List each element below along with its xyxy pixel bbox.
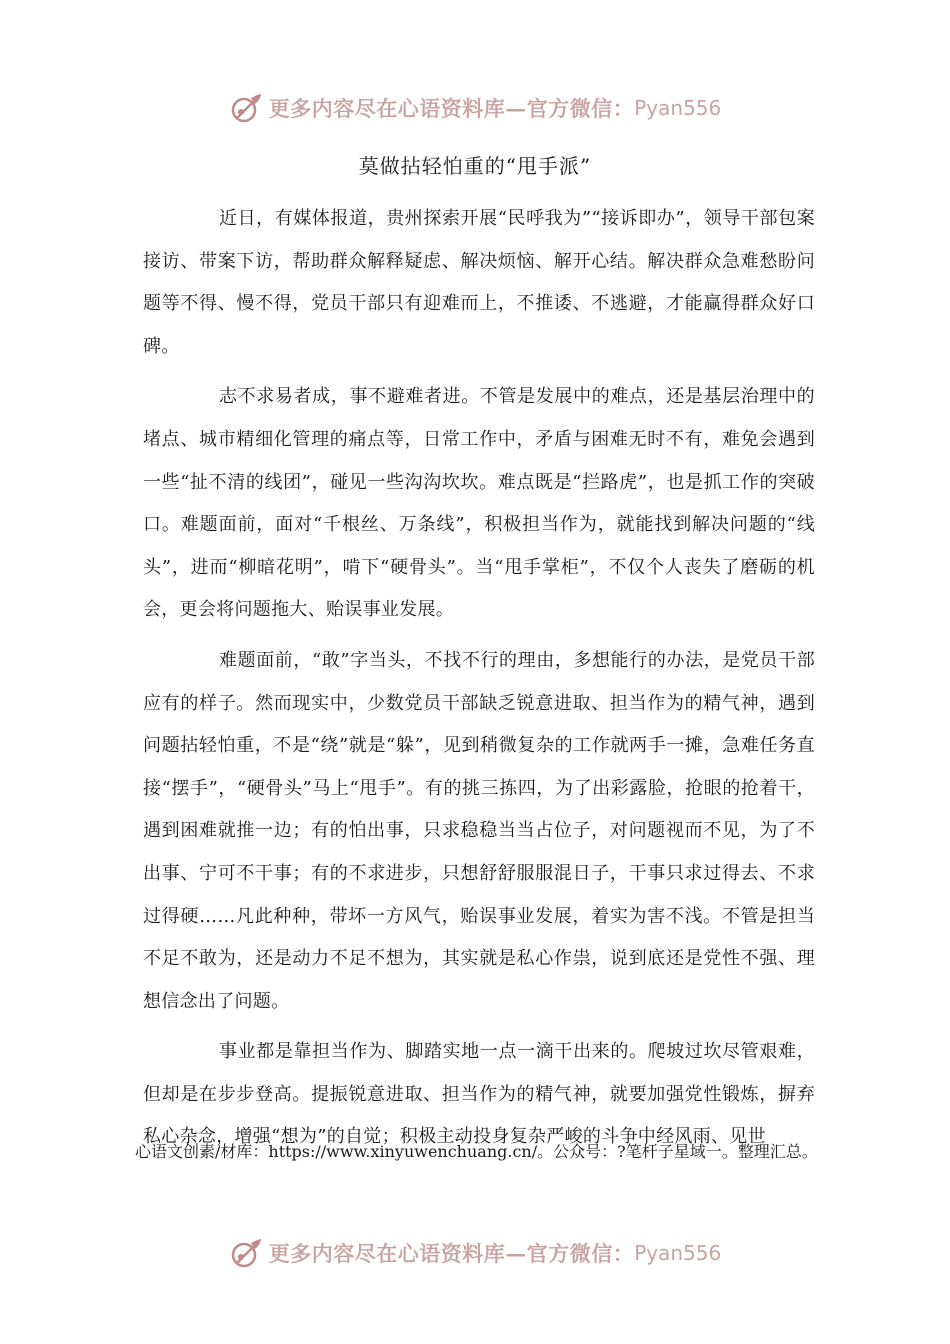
footer-banner [0, 1231, 950, 1275]
banner-wechat-id: Pyan556 [634, 1241, 722, 1265]
banner-text: 更多内容尽在心语资料库—官方微信： [268, 96, 635, 121]
banner-text: 更多内容尽在心语资料库—官方微信： [268, 1241, 635, 1266]
paragraph-4: 事业都是靠担当作为、脚踏实地一点一滴干出来的。爬坡过坎尽管艰难，但却是在步步登高。提振锐意进取、担当作为的精气神，就要加强党性锻炼，摒弃私心杂念，增强“想为”的自觉；积极主动投身复杂严峻的斗争中经风雨、见世 [143, 1041, 815, 1148]
paragraph-2: 志不求易者成，事不避难者进。不管是发展中的难点，还是基层治理中的堵点、城市精细化管理的痛点等，日常工作中，矛盾与困难无时不有，难免会遇到一些“扯不清的线团”，碰见一些沟沟坎坎。难点既是“拦路虎”，也是抓工作的突破口。难题面前，面对“千根丝、万条线”，积极担当作为，就能找到解决问题的“线头”，进而“柳暗花明”，啃下“硬骨头”。当“甩手掌柜”，不仅个人丧失了磨砺的机会，更会将问题拖大、贻误事业发展。 [143, 386, 815, 621]
banner-wechat-id: Pyan556 [634, 96, 722, 120]
source-note: 心语文创素/材库：https://www.xinyuwenchuang.cn/。公众号：?笔杆子星域一。整理汇总。 [135, 1142, 818, 1161]
article-title: 莫做拈轻怕重的“甩手派” [358, 154, 592, 178]
paragraph-1: 近日，有媒体报道，贵州探索开展“民呼我为”“接诉即办”，领导干部包案接访、带案下访，帮助群众解释疑虑、解决烦恼、解开心结。解决群众急难愁盼问题等不得、慢不得，党员干部只有迎难而上，不推诿、不逃避，才能赢得群众好口碑。 [143, 208, 815, 357]
paragraph-3: 难题面前，“敢”字当头，不找不行的理由，多想能行的办法，是党员干部应有的样子。然而现实中，少数党员干部缺乏锐意进取、担当作为的精气神，遇到问题拈轻怕重，不是“绕”就是“躲”，见到稍微复杂的工作就两手一摊，急难任务直接“摆手”，“硬骨头”马上“甩手”。有的挑三拣四，为了出彩露脸，抢眼的抢着干，遇到困难就推一边；有的怕出事，只求稳稳当当占位子，对问题视而不见，为了不出事、宁可不干事；有的不求进步，只想舒舒服服混日子，干事只求过得去、不求过得硬……凡此种种，带坏一方风气，贻误事业发展，着实为害不浅。不管是担当不足不敢为，还是动力不足不想为，其实就是私心作祟，说到底还是党性不强、理想信念出了问题。 [143, 649, 815, 1012]
quill-logo-icon [229, 90, 265, 126]
article-body [143, 198, 815, 1167]
header-banner [0, 86, 950, 130]
quill-logo-icon [229, 1235, 265, 1271]
